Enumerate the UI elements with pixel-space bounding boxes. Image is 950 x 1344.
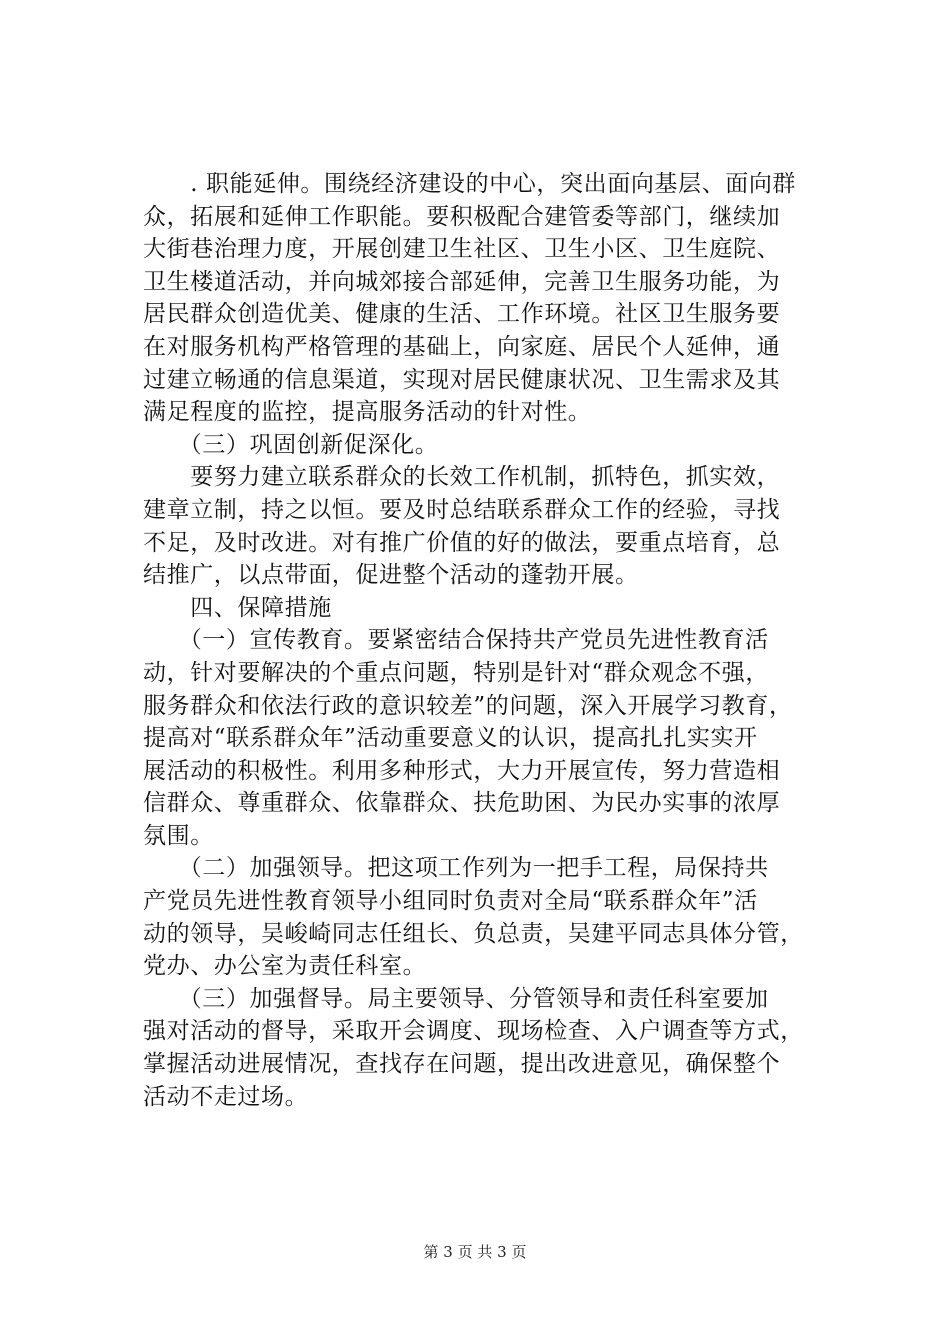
text-line: 信群众、尊重群众、依靠群众、扶危助困、为民办实事的浓厚 [143,790,781,817]
text-line: 卫生楼道活动，并向城郊接合部延伸，完善卫生服务功能，为 [143,268,781,295]
text-line: 不足，及时改进。对有推广价值的好的做法，要重点培育，总 [143,529,781,556]
text-line: 党办、办公室为责任科室。 [143,953,427,980]
text-line: 要努力建立联系群众的长效工作机制，抓特色，抓实效， [143,464,781,491]
text-line: 动的领导，吴峻崎同志任组长、负总责，吴建平同志具体分管， [143,920,804,947]
text-line: 展活动的积极性。利用多种形式，大力开展宣传，努力营造相 [143,757,781,784]
text-line: 产党员先进性教育领导小组同时负责对全局“联系群众年”活 [143,888,758,915]
text-line: 结推广，以点带面，促进整个活动的蓬勃开展。 [143,562,639,589]
text-line: 众，拓展和延伸工作职能。要积极配合建管委等部门，继续加 [143,203,781,230]
section-heading: 四、保障措施 [143,594,332,621]
section-heading: （三）巩固创新促深化。 [143,431,439,458]
page-footer [0,1242,950,1262]
page-number: 第 3 页 共 3 页 [423,1243,527,1261]
text-line: 强对活动的督导，采取开会调度、现场检查、入户调查等方式， [143,1018,804,1045]
text-line: 活动不走过场。 [143,1083,309,1110]
text-line: 满足程度的监控，提高服务活动的针对性。 [143,399,592,426]
text-line: 掌握活动进展情况，查找存在问题，提出改进意见，确保整个 [143,1051,781,1078]
document-body [143,168,855,1113]
text-line: 大街巷治理力度，开展创建卫生社区、卫生小区、卫生庭院、 [143,236,781,263]
text-line: . 职能延伸。围绕经济建设的中心，突出面向基层、面向群 [143,171,797,197]
text-line: 服务群众和依法行政的意识较差”的问题，深入开展学习教育， [143,692,793,719]
text-line: 氛围。 [143,822,214,849]
text-line: 提高对“联系群众年”活动重要意义的认识，提高扎扎实实开 [143,725,758,752]
text-line: 居民群众创造优美、健康的生活、工作环境。社区卫生服务要 [143,301,781,328]
text-line: 动，针对要解决的个重点问题，特别是针对“群众观念不强， [143,659,769,686]
text-line: 在对服务机构严格管理的基础上，向家庭、居民个人延伸，通 [143,333,781,360]
text-line: （二）加强领导。把这项工作列为一把手工程，局保持共 [143,855,769,882]
text-line: 建章立制，持之以恒。要及时总结联系群众工作的经验，寻找 [143,496,781,523]
text-line: （一）宣传教育。要紧密结合保持共产党员先进性教育活 [143,627,769,654]
text-line: （三）加强督导。局主要领导、分管领导和责任科室要加 [143,985,769,1012]
text-line: 过建立畅通的信息渠道，实现对居民健康状况、卫生需求及其 [143,366,781,393]
